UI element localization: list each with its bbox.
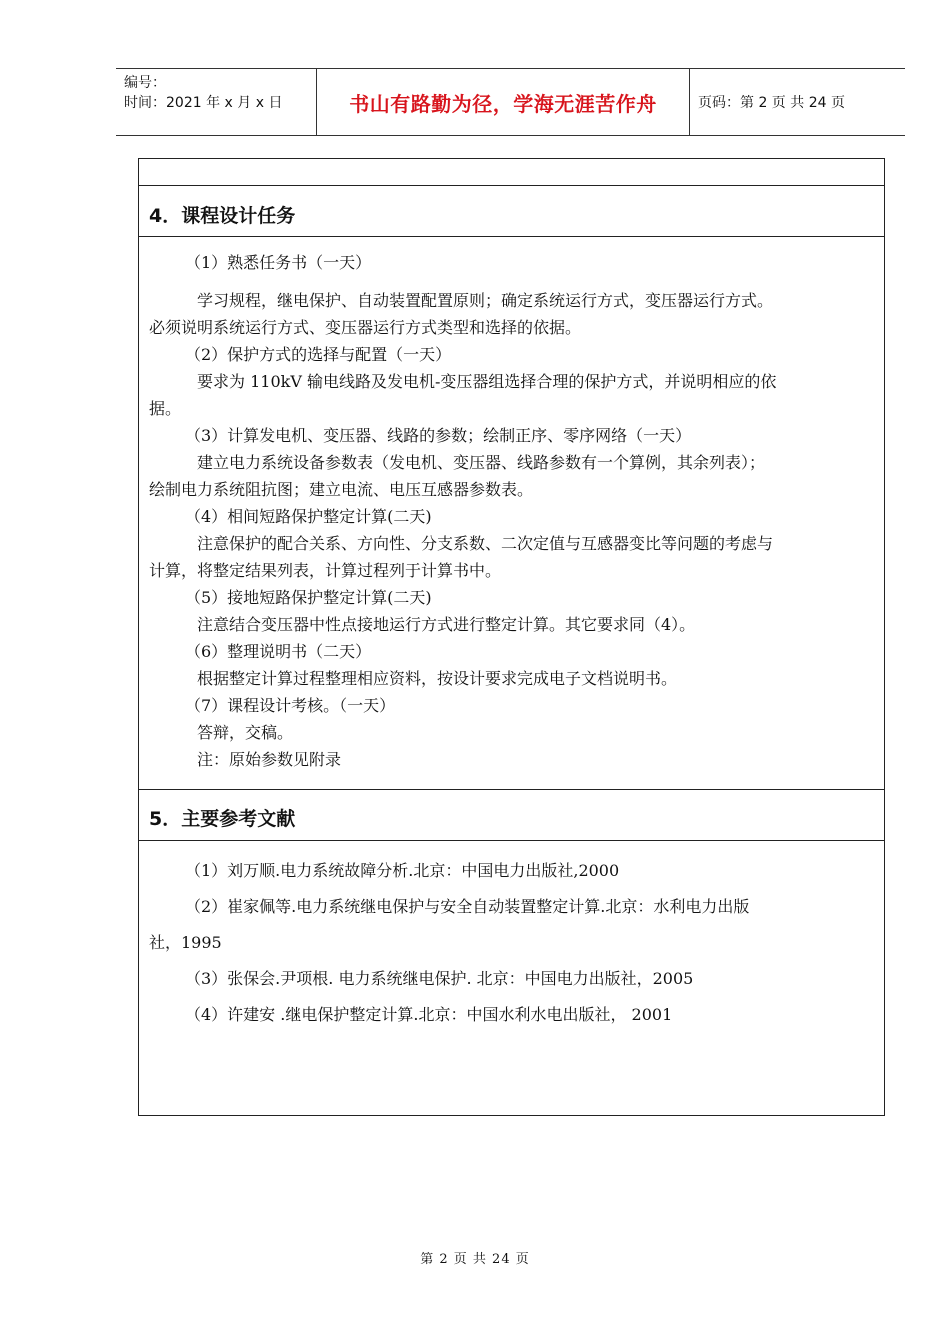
task-body: 注意保护的配合关系、方向性、分支系数、二次定值与互感器变比等问题的考虑与 <box>197 534 774 553</box>
time-label: 时间：2021 年 x 月 x 日 <box>124 95 283 111</box>
reference-item: （3）张保会.尹项根. 电力系统继电保护. 北京：中国电力出版社，2005 <box>185 969 694 988</box>
section-4-body <box>149 249 874 773</box>
reference-item: （4）许建安 .继电保护整定计算.北京：中国水利水电出版社， 2001 <box>185 1005 673 1024</box>
task-line: （4）相间短路保护整定计算(二天) <box>185 507 432 526</box>
table-divider <box>139 236 884 237</box>
table-divider <box>139 840 884 841</box>
note-text: 注：原始参数见附录 <box>197 750 342 769</box>
reference-item-cont: 社，1995 <box>149 933 222 952</box>
page-header <box>116 68 905 136</box>
task-line: （5）接地短路保护整定计算(二天) <box>185 588 432 607</box>
header-page-cell <box>690 69 905 135</box>
page-footer: 第 2 页 共 24 页 <box>420 1252 530 1267</box>
task-body: 根据整定计算过程整理相应资料，按设计要求完成电子文档说明书。 <box>197 669 678 688</box>
section-4-title: 4．课程设计任务 <box>149 205 296 227</box>
task-line: （3）计算发电机、变压器、线路的参数；绘制正序、零序网络（一天） <box>185 426 692 445</box>
task-body: 注意结合变压器中性点接地运行方式进行整定计算。其它要求同（4）。 <box>197 615 696 634</box>
task-line: （6）整理说明书（二天） <box>185 642 372 661</box>
section-5-title: 5．主要参考文献 <box>149 808 296 830</box>
reference-item: （1）刘万顺.电力系统故障分析.北京：中国电力出版社,2000 <box>185 861 620 880</box>
table-divider <box>139 789 884 790</box>
table-divider <box>139 185 884 186</box>
task-body: 答辩，交稿。 <box>197 723 294 742</box>
references-list <box>149 853 874 1033</box>
task-body: 要求为 110kV 输电线路及发电机-变压器组选择合理的保护方式，并说明相应的依 <box>197 372 777 391</box>
task-line: （7）课程设计考核。（一天） <box>185 696 396 715</box>
task-body-cont: 必须说明系统运行方式、变压器运行方式类型和选择的依据。 <box>149 318 582 337</box>
motto-text: 书山有路勤为径，学海无涯苦作舟 <box>349 91 657 116</box>
page-number-label: 页码：第 2 页 共 24 页 <box>698 95 845 111</box>
task-body-cont: 计算，将整定结果列表，计算过程列于计算书中。 <box>149 561 502 580</box>
reference-item: （2）崔家佩等.电力系统继电保护与安全自动装置整定计算.北京：水利电力出版 <box>185 897 750 916</box>
task-body-cont: 据。 <box>149 399 182 418</box>
header-motto-cell <box>317 69 690 135</box>
header-info-cell <box>116 69 317 135</box>
task-body: 建立电力系统设备参数表（发电机、变压器、线路参数有一个算例，其余列表）； <box>197 453 766 472</box>
task-body: 学习规程，继电保护、自动装置配置原则；确定系统运行方式，变压器运行方式。 <box>197 291 774 310</box>
task-line: （1）熟悉任务书（一天） <box>185 253 372 272</box>
number-label: 编号： <box>124 75 166 91</box>
task-body-cont: 绘制电力系统阻抗图；建立电流、电压互感器参数表。 <box>149 480 534 499</box>
task-line: （2）保护方式的选择与配置（一天） <box>185 345 452 364</box>
content-table <box>138 158 885 1116</box>
